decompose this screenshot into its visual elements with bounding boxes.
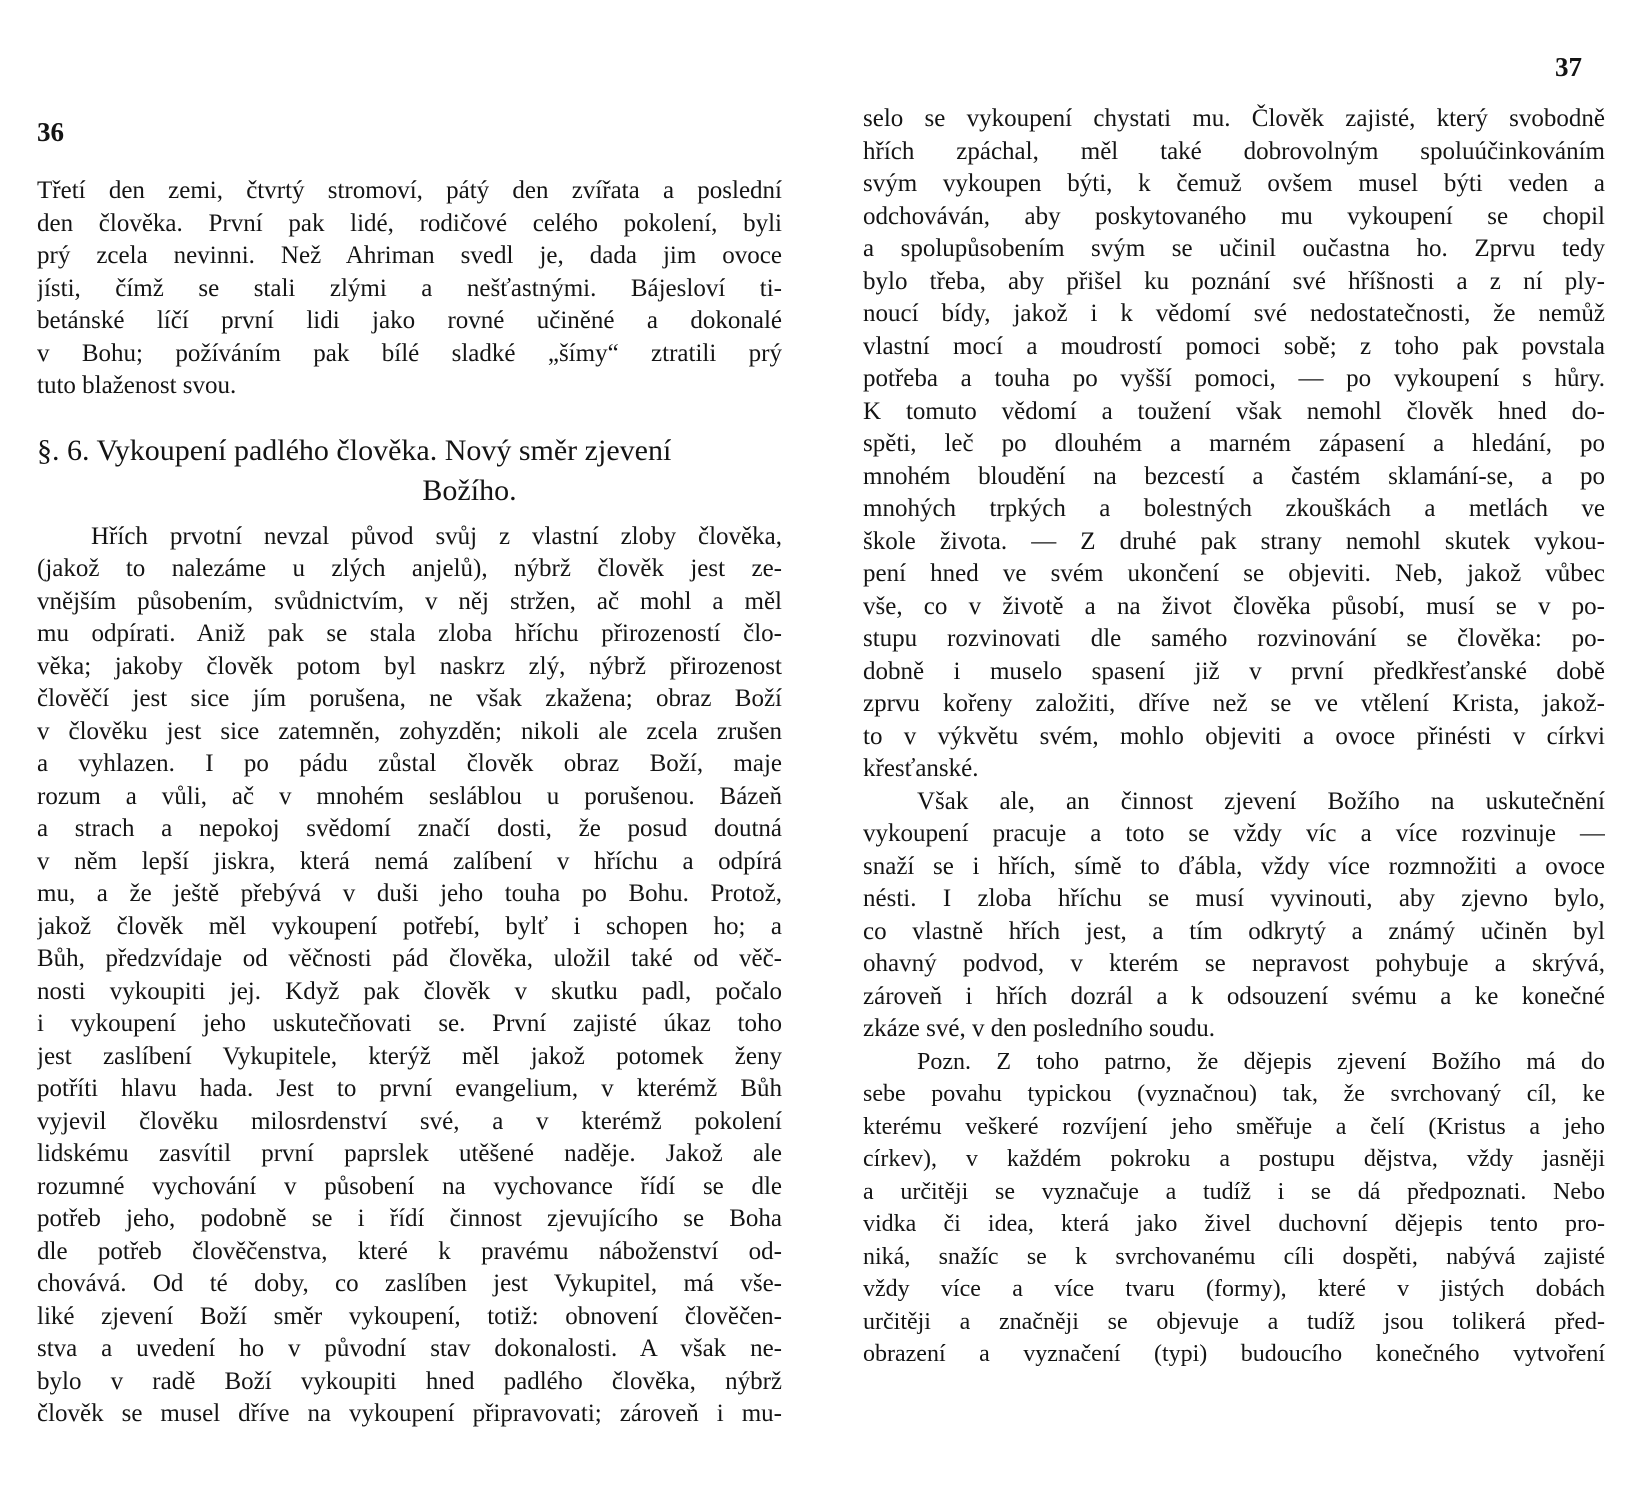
text-line: jísti, čímž se stali zlými a nešťastnými. Bájesloví ti-: [37, 274, 782, 302]
text-line: ohavný podvod, v kterém se nepravost pohybuje a skrývá,: [863, 950, 1605, 977]
text-line: církev), v každém pokroku a postupu dějstva, vždy jasněji: [863, 1146, 1605, 1172]
text-line: noucí bídy, jakož i k vědomí své nedostatečnosti, že nemůž: [863, 300, 1605, 327]
text-line: sebe povahu typickou (vyznačnou) tak, že svrchovaný cíl, ke: [863, 1081, 1605, 1107]
text-line: lidskému zasvítil první paprslek utěšené naděje. Jakož ale: [37, 1140, 782, 1167]
note-paragraph: [863, 1046, 1605, 1371]
text-line: tuto blaženost svou.: [37, 372, 237, 399]
text-line: vše, co v životě a na život člověka působí, musí se v po-: [863, 592, 1605, 620]
text-line: a vyhlazen. I po pádu zůstal člověk obraz Boží, maje: [37, 750, 782, 777]
text-line: obrazení a vyznačení (typi) budoucího konečného vytvoření: [863, 1341, 1605, 1367]
text-line: jest zaslíbení Vykupitele, kterýž měl jakož potomek ženy: [37, 1042, 782, 1070]
text-line: a strach a nepokoj svědomí značí dosti, že posud doutná: [37, 815, 782, 842]
text-line: zkáze své, v den posledního soudu.: [863, 1015, 1216, 1042]
text-line: spěti, leč po dlouhém a marném zápasení a hledání, po: [863, 430, 1605, 457]
text-line: dobně i muselo spasení již v první předkřesťanské době: [863, 657, 1605, 685]
text-line: člověčí jest sice jím porušena, ne však zkažena; obraz Boží: [37, 685, 782, 712]
text-line: stva a uvedení ho v původní stav dokonalosti. A však ne-: [37, 1335, 782, 1362]
text-line: prý zcela nevinni. Než Ahriman svedl je, dada jim ovoce: [37, 242, 782, 269]
left-page-text: [37, 175, 782, 1431]
text-line: vždy více a více tvaru (formy), které v jistých dobách: [863, 1276, 1605, 1302]
text-line: a určitěji se vyznačuje a tudíž i se dá předpoznati. Nebo: [863, 1178, 1605, 1205]
text-line: bylo třeba, aby přišel ku poznání své hříšnosti a z ní ply-: [863, 267, 1605, 295]
body-paragraph: [37, 521, 782, 1431]
body-paragraph: [863, 103, 1605, 786]
text-line: Třetí den zemi, čtvrtý stromoví, pátý den zvířata a poslední: [37, 177, 782, 204]
text-line: Však ale, an činnost zjevení Božího na uskutečnění: [917, 787, 1605, 815]
right-page-text: [863, 103, 1605, 1371]
text-line: hřích zpáchal, měl také dobrovolným spoluúčinkováním: [863, 137, 1605, 165]
text-line: potřeb jeho, podobně se i řídí činnost zjevujícího se Boha: [37, 1205, 782, 1232]
text-line: škole života. — Z druhé pak strany nemohl skutek vykou-: [863, 527, 1605, 555]
text-line: a spolupůsobením svým se učinil oučastna ho. Zprvu tedy: [863, 235, 1605, 262]
text-line: den člověka. První pak lidé, rodičové celého pokolení, byli: [37, 209, 782, 237]
text-line: potřeba a touha po vyšší pomoci, — po vykoupení s hůry.: [863, 365, 1605, 392]
text-line: snaží se i hřích, símě to ďábla, vždy více rozmnožiti a ovoce: [863, 852, 1605, 880]
text-line: niká, snažíc se k svrchovanému cíli dospěti, nabývá zajisté: [863, 1243, 1605, 1270]
text-line: v člověku jest sice zatemněn, zohyzděn; nikoli ale zcela zrušen: [37, 717, 782, 745]
text-line: nésti. I zloba hříchu se musí vyvinouti, aby zjevno bylo,: [863, 885, 1605, 912]
text-line: vidka či idea, která jako živel duchovní dějepis tento pro-: [863, 1211, 1605, 1237]
text-line: pení hned ve svém ukončení se objeviti. Neb, jakož vůbec: [863, 560, 1605, 587]
text-line: v Bohu; požíváním pak bílé sladké „šímy“ ztratili prý: [37, 339, 782, 367]
text-line: K tomuto vědomí a toužení však nemohl člověk hned do-: [863, 397, 1605, 425]
text-line: selo se vykoupení chystati mu. Člověk zajisté, který svobodně: [863, 105, 1605, 132]
text-line: Bůh, předzvídaje od věčnosti pád člověka, uložil také od věč-: [37, 945, 782, 972]
text-line: nosti vykoupiti jej. Když pak člověk v skutku padl, počalo: [37, 977, 782, 1005]
body-paragraph: [863, 786, 1605, 1046]
text-line: zprvu kořeny založiti, dříve než se ve vtělení Krista, jakož-: [863, 690, 1605, 717]
text-line: (jakož to nalezáme u zlých anjelů), nýbrž člověk jest ze-: [37, 555, 782, 582]
text-line: vykoupení pracuje a toto se vždy víc a více rozvinuje —: [863, 820, 1605, 847]
text-line: mnohých trpkých a bolestných zkouškách a metlách ve: [863, 495, 1605, 522]
right-page: [815, 0, 1630, 1500]
text-line: odchováván, aby poskytovaného mu vykoupení se chopil: [863, 202, 1605, 230]
text-line: určitěji a značněji se objevuje a tudíž jsou tolikerá před-: [863, 1308, 1605, 1335]
text-line: potříti hlavu hada. Jest to první evangelium, v kterémž Bůh: [37, 1075, 782, 1102]
text-line: to v výkvětu svém, mohlo objeviti a ovoce přinésti v církvi: [863, 722, 1605, 750]
text-line: křesťanské.: [863, 755, 979, 782]
text-line: mu, a že ještě přebývá v duši jeho touha po Bohu. Protož,: [37, 880, 782, 907]
text-line: člověk se musel dříve na vykoupení připravovati; zároveň i mu-: [37, 1400, 782, 1427]
text-line: Hřích prvotní nevzal původ svůj z vlastní zloby člověka,: [91, 522, 782, 550]
text-line: stupu rozvinovati dle samého rozvinování se člověka: po-: [863, 625, 1605, 652]
text-line: kterému veškeré rozvíjení jeho směřuje a čelí (Kristus a jeho: [863, 1113, 1605, 1140]
text-line: rozumné vychování v působení na vychovance řídí se dle: [37, 1172, 782, 1200]
text-line: vnějším působením, svůdnictvím, v něj stržen, ač mohl a měl: [37, 587, 782, 615]
text-line: mnohém bloudění na bezcestí a častém sklamání-se, a po: [863, 462, 1605, 490]
text-line: bylo v radě Boží vykoupiti hned padlého člověka, nýbrž: [37, 1367, 782, 1395]
text-line: v něm lepší jiskra, která nemá zalíbení v hříchu a odpírá: [37, 847, 782, 875]
text-line: věka; jakoby člověk potom byl naskrz zlý, nýbrž přirozenost: [37, 652, 782, 680]
text-line: svým vykoupen býti, k čemuž ovšem musel býti veden a: [863, 170, 1605, 197]
section-heading-continuation: Božího.: [422, 473, 517, 507]
intro-paragraph: [37, 175, 782, 403]
text-line: liké zjevení Boží směr vykoupení, totiž: obnovení člověčen-: [37, 1302, 782, 1330]
text-line: zároveň i hřích dozrál a k odsouzení svému a ke konečné: [863, 982, 1605, 1010]
text-line: chovává. Od té doby, co zaslíben jest Vykupitel, má vše-: [37, 1270, 782, 1297]
text-line: vyjevil člověku milosrdenství své, a v kterémž pokolení: [37, 1107, 782, 1135]
text-line: betánské líčí první lidi jako rovné učiněné a dokonalé: [37, 307, 782, 334]
text-line: jakož člověk měl vykoupení potřebí, bylť i schopen ho; a: [37, 912, 782, 940]
text-line: mu odpírati. Aniž pak se stala zloba hříchu přirozeností člo-: [37, 620, 782, 647]
text-line: vlastní mocí a moudrostí pomoci sobě; z toho pak povstala: [863, 332, 1605, 360]
section-heading: §. 6. Vykoupení padlého člověka. Nový směr zjevení: [37, 433, 672, 467]
page-number: 36: [37, 117, 64, 147]
page-number: 37: [1555, 52, 1582, 82]
text-line: i vykoupení jeho uskutečňovati se. První zajisté úkaz toho: [37, 1010, 782, 1037]
text-line: rozum a vůli, ač v mnohém sesláblou u porušenou. Bázeň: [37, 782, 782, 810]
text-line: co vlastně hřích jest, a tím odkrytý a známý učiněn byl: [863, 917, 1605, 945]
text-line: dle potřeb člověčenstva, které k pravému náboženství od-: [37, 1237, 782, 1265]
text-line: Pozn. Z toho patrno, že dějepis zjevení Božího má do: [917, 1048, 1605, 1075]
